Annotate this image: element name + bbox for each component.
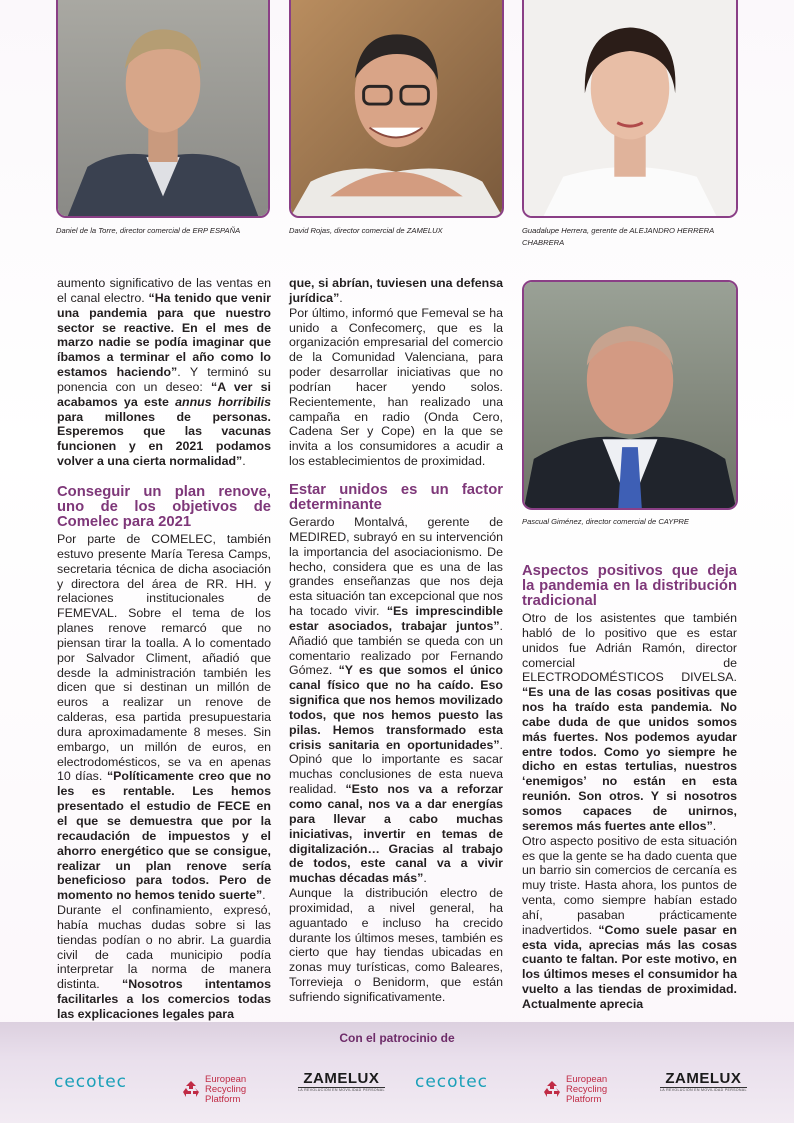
caption-daniel: Daniel de la Torre, director comercial de ERP ESPAÑA (56, 226, 241, 235)
paragraph: Otro aspecto positivo de esta situación es que la gente se ha dado cuenta que un barrio sin comercios de cercanía es muy triste. Hasta ahora, los puntos de venta, como siempre habían estado ahí, pasaban prácticamente inadvertidos. “Como suele pasar en esta vida, aprecias más las cosas cuanto te faltan. Por este motivo, en los últimos meses el consumidor ha vuelto a las tiendas de proximidad. Actualmente aprecia (522, 833, 737, 1011)
paragraph: Otro de los asistentes que también habló de lo positivo que es estar unidos fue Adrián Ramón, director comercial de ELECTRODOMÉSTICOS DIVELSA. “Es una de las cosas positivas que nos ha traído esta pandemia. No cabe duda de que unidos somos más fuertes. Nos podemos ayudar entre todos. Como yo siempre he dicho en estas tertulias, nuestros ‘enemigos’ no están en esta reunión. Son otros. Y si nosotros somos capaces de unirnos, seremos más fuertes ante ellos”. (522, 611, 737, 833)
recycling-icon (541, 1079, 563, 1101)
paragraph: Aunque la distribución electro de proximidad, a nivel general, ha aguantado e incluso ha crecido durante los últimos meses, también es cierto que hay tiendas ubicadas en zonas muy turísticas, como Baleares, Torrevieja o Benidorm, que están sufriendo significativamente. (289, 886, 503, 1004)
paragraph: Gerardo Montalvá, gerente de MEDIRED, subrayó en su intervención la importancia del asociacionismo. De hecho, considera que es una de las grandes enseñanzas que nos deja esta situación tan excepcional que nos ha tocado vivir. “Es imprescindible estar asociados, trabajar juntos”. Añadió que también se queda con un comentario realizado por Fernando Gómez. “Y es que somos el único canal físico que no ha caído. Eso significa que nos hemos movilizado todos, que nos hemos puesto las pilas. Hemos transformado esta crisis sanitaria en oportunidades”. Opinó que lo importante es sacar muchas conclusiones de esta nueva realidad. “Esto nos va a reforzar como canal, nos va a dar energías para llevar a cabo muchas iniciativas, invertir en temas de digitalización… Gracias al trabajo de todos, este canal va a vivir muchas décadas más”. (289, 514, 503, 886)
section-heading: Estar unidos es un factor determinante (289, 481, 503, 513)
erp-logo: European Recycling Platform (180, 1070, 246, 1110)
paragraph: Por parte de COMELEC, también estuvo presente María Teresa Camps, secretaria técnica de dicha asociación y directora del área de RR. HH. y relaciones institucionales de FEMEVAL. Sobre el tema de los planes renove remarcó que no piensan tirar la toalla. A lo comentado por Salvador Climent, añadió que desde la administración también les dicen que si destinan un millón de euros a realizar un renove de calderas, esa partida presupuestaria dura aproximadamente 8 meses. Sin embargo, un millón de euros, en electrodomésticos, se va en apenas 10 días. “Políticamente creo que no les es rentable. Les hemos presentado el estudio de FECE en el que se demuestra que por la recaudación de impuestos y el ahorro energético que se consigue, realizar un plan renove sería beneficioso para todos. Pero de momento no hemos tenido suerte”. (57, 531, 271, 903)
paragraph: Durante el confinamiento, expresó, había muchas dudas sobre si las tiendas podían o no abrir. La guardia civil de cada municipio podía interpretar la norma de manera distinta. “Nosotros intentamos facilitarles a los comercios todas las explicaciones legales para (57, 903, 271, 1021)
photo-david-rojas (289, 0, 504, 218)
erp-logo: European Recycling Platform (541, 1070, 607, 1110)
caption-guadalupe: Guadalupe Herrera, gerente de ALEJANDRO HERRERA CHABRERA (522, 226, 714, 247)
article-column-3 (522, 564, 737, 1012)
photo-guadalupe-herrera (522, 0, 738, 218)
zamelux-logo: ZAMELUX LA REVOLUCIÓN EN MOVILIDAD PERSONAL (660, 1070, 747, 1092)
section-heading: Conseguir un plan renove, uno de los objetivos de Comelec para 2021 (57, 483, 271, 530)
recycling-icon (180, 1079, 202, 1101)
cecotec-logo: cecotec (54, 1072, 128, 1092)
paragraph: aumento significativo de las ventas en el canal electro. “Ha tenido que venir una pandemia para que nuestro sector se reactive. En el mes de marzo nadie se podía imaginar que íbamos a terminar el año como lo estamos haciendo”. Y terminó su ponencia con un deseo: “A ver si acabamos ya este annus horribilis para millones de personas. Esperemos que las vacunas funcionen y en 2021 podamos volver a una cierta normalidad”. (57, 276, 271, 469)
article-column-1 (57, 276, 271, 1022)
sponsor-footer (0, 1022, 794, 1123)
article-column-2 (289, 276, 503, 1005)
photo-pascual-gimenez (522, 280, 738, 510)
caption-david: David Rojas, director comercial de ZAMELUX (289, 226, 443, 235)
paragraph: que, si abrían, tuviesen una defensa jurídica”. (289, 276, 503, 305)
cecotec-logo: cecotec (415, 1072, 489, 1092)
caption-pascual: Pascual Giménez, director comercial de CAYPRE (522, 517, 689, 526)
sponsor-title: Con el patrocinio de (339, 1031, 455, 1045)
paragraph: Por último, informó que Femeval se ha unido a Confecomerç, que es la organización empresarial del comercio de la Comunidad Valenciana, para poder desarrollar iniciativas que no podrían hacer yendo solos. Recientemente, han realizado una campaña en radio (Onda Cero, Cadena Ser y Cope) en la que se invita a los consumidores a acudir a los establecimientos de proximidad. (289, 305, 503, 469)
section-heading: Aspectos positivos que deja la pandemia en la distribución tradicional (522, 563, 737, 609)
zamelux-logo: ZAMELUX LA REVOLUCIÓN EN MOVILIDAD PERSONAL (298, 1070, 385, 1092)
photo-daniel-de-la-torre (56, 0, 270, 218)
